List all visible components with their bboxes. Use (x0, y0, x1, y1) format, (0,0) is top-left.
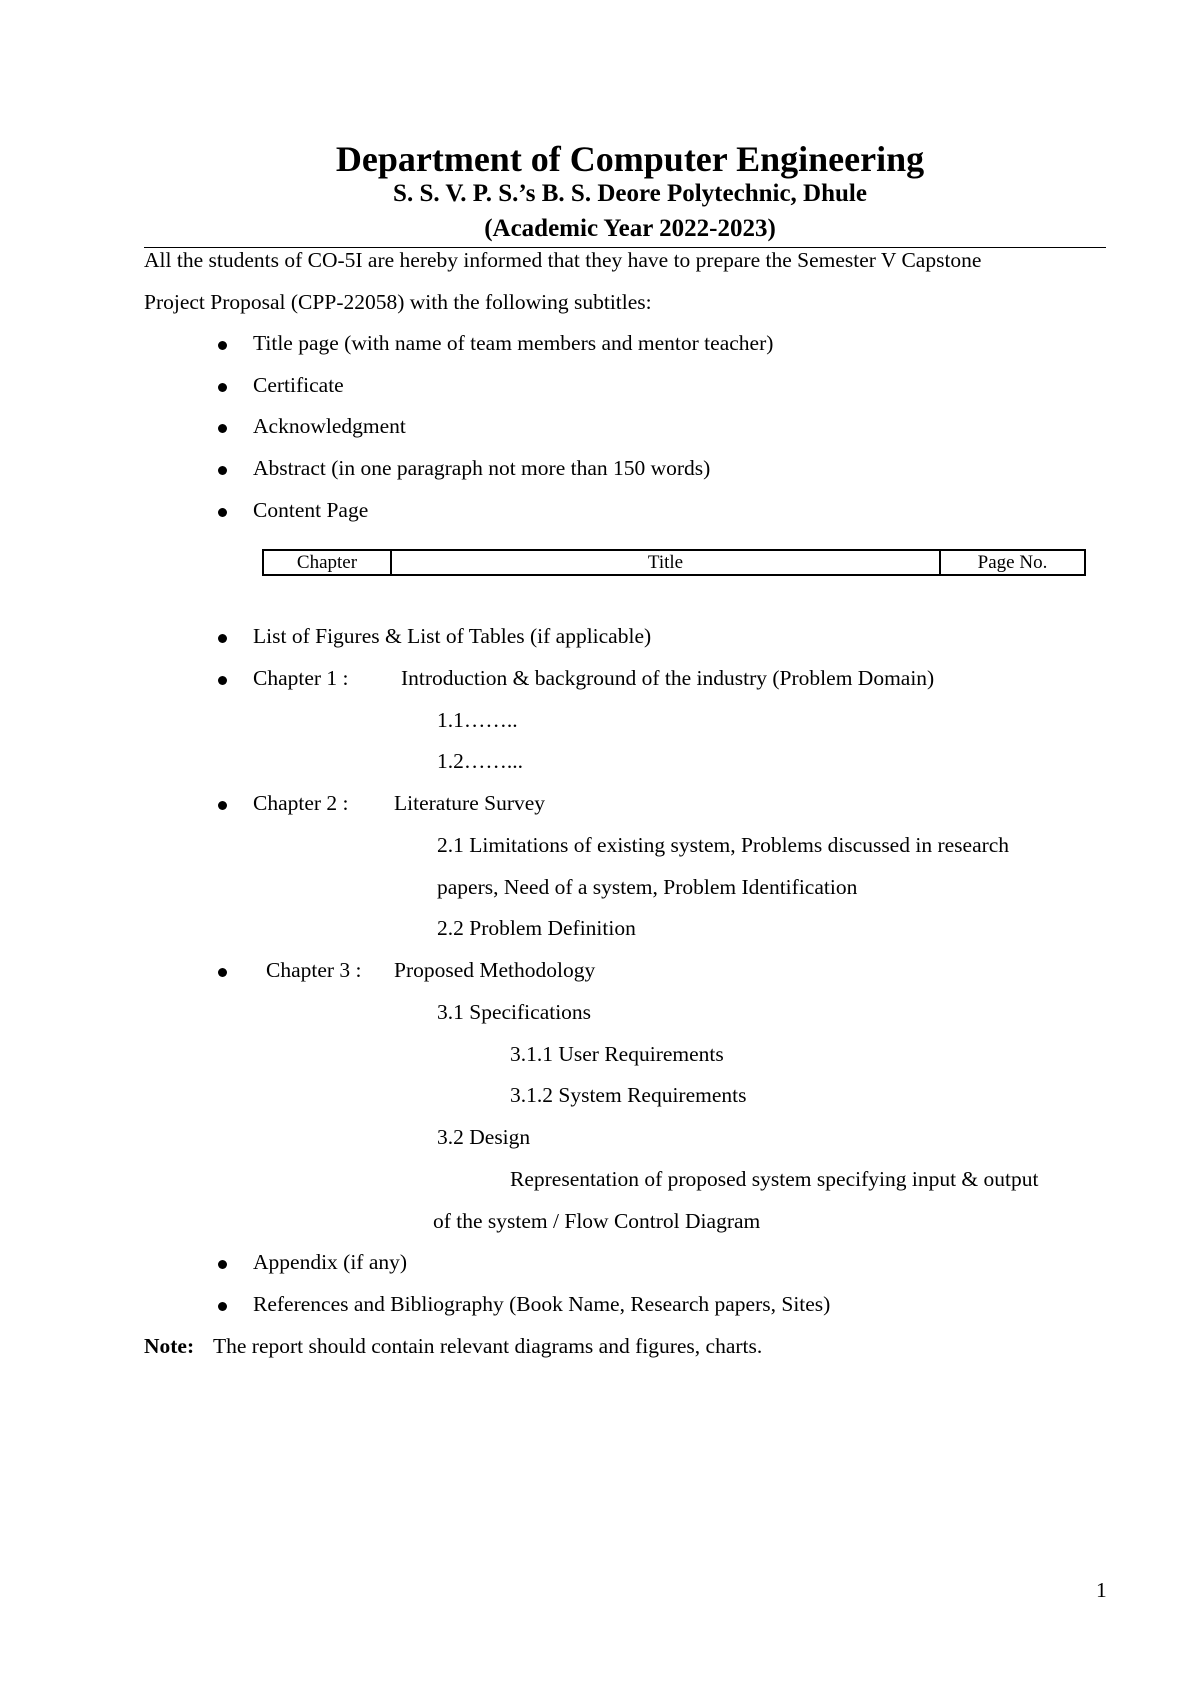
bullet-icon (218, 508, 227, 517)
chapter-2-title: Literature Survey (394, 791, 546, 815)
chapter-3-design: 3.2 Design (437, 1125, 531, 1149)
chapter-1-sub-2: 1.2……... (437, 749, 523, 773)
chapter-2-sub-1-line-2: papers, Need of a system, Problem Identification (437, 875, 858, 899)
list-item-title-page: Title page (with name of team members and mentor teacher) (253, 331, 774, 355)
academic-year: (Academic Year 2022-2023) (484, 215, 776, 242)
bullet-icon (218, 676, 227, 685)
list-item-acknowledgment: Acknowledgment (253, 414, 406, 438)
page-number: 1 (1096, 1578, 1107, 1602)
note-text: The report should contain relevant diagrams and figures, charts. (213, 1334, 763, 1358)
list-item-appendix: Appendix (if any) (253, 1250, 408, 1274)
list-item-abstract: Abstract (in one paragraph not more than 150 words) (253, 456, 711, 480)
bullet-icon (218, 634, 227, 643)
bullet-icon (218, 383, 227, 392)
chapter-3-system-requirements: 3.1.2 System Requirements (510, 1083, 747, 1107)
bullet-icon (218, 1302, 227, 1311)
chapter-1-sub-1: 1.1…….. (437, 708, 518, 732)
note-label: Note: (144, 1334, 195, 1358)
chapter-1-title: Introduction & background of the industry (Problem Domain) (401, 666, 935, 690)
intro-line-1: All the students of CO-5I are hereby informed that they have to prepare the Semester V Capstone (144, 248, 982, 272)
chapter-1-label: Chapter 1 : (253, 666, 349, 690)
chapter-2-label: Chapter 2 : (253, 791, 349, 815)
institute-name: S. S. V. P. S.’s B. S. Deore Polytechnic, Dhule (393, 180, 867, 207)
chapter-3-specifications: 3.1 Specifications (437, 1000, 592, 1024)
chapter-3-title: Proposed Methodology (394, 958, 596, 982)
chapter-3-user-requirements: 3.1.1 User Requirements (510, 1042, 724, 1066)
chapter-3-design-desc-line-2: of the system / Flow Control Diagram (433, 1209, 761, 1233)
chapter-3-design-desc-line-1: Representation of proposed system specifying input & output (510, 1167, 1039, 1191)
content-page-table (262, 549, 1086, 576)
table-header-title: Title (392, 551, 941, 574)
table-header-chapter: Chapter (264, 551, 392, 574)
chapter-2-sub-1-line-1: 2.1 Limitations of existing system, Problems discussed in research (437, 833, 1010, 857)
bullet-icon (218, 1260, 227, 1269)
list-item-figures-tables: List of Figures & List of Tables (if applicable) (253, 624, 652, 648)
bullet-icon (218, 466, 227, 475)
bullet-icon (218, 341, 227, 350)
chapter-2-sub-2: 2.2 Problem Definition (437, 916, 636, 940)
bullet-icon (218, 968, 227, 977)
list-item-certificate: Certificate (253, 373, 344, 397)
table-header-page-no: Page No. (977, 551, 1048, 573)
list-item-references: References and Bibliography (Book Name, Research papers, Sites) (253, 1292, 831, 1316)
intro-line-2: Project Proposal (CPP-22058) with the following subtitles: (144, 290, 652, 314)
list-item-content-page: Content Page (253, 498, 369, 522)
department-title: Department of Computer Engineering (335, 139, 925, 179)
bullet-icon (218, 424, 227, 433)
bullet-icon (218, 801, 227, 810)
chapter-3-label: Chapter 3 : (266, 958, 362, 982)
